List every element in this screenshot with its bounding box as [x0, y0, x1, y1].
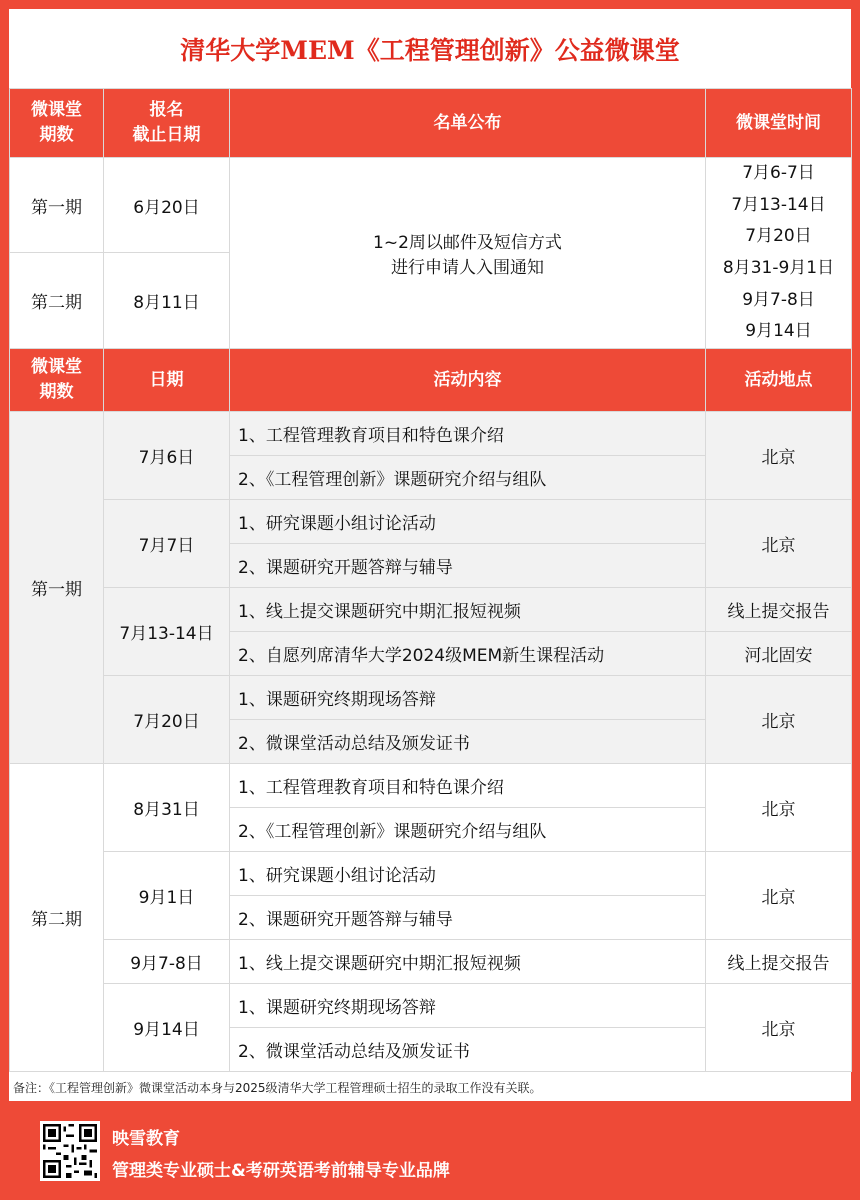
header-location: 活动地点 — [706, 349, 852, 412]
header-announcement: 名单公布 — [230, 89, 706, 158]
deadline: 8月11日 — [104, 253, 230, 349]
activity-date: 7月20日 — [104, 676, 230, 764]
footer — [0, 1101, 860, 1200]
page-title: 清华大学MEM《工程管理创新》公益微课堂 — [180, 35, 680, 65]
activity-date: 9月14日 — [104, 984, 230, 1072]
activity-date: 9月1日 — [104, 852, 230, 940]
announcement-text: 1~2周以邮件及短信方式 进行申请人入围通知 — [230, 158, 706, 349]
activity-location: 北京 — [706, 764, 852, 852]
period-label: 第二期 — [10, 253, 104, 349]
schedule-row — [10, 158, 852, 253]
activity-item: 1、课题研究终期现场答辩 — [230, 676, 706, 720]
brand-slogan: 管理类专业硕士&考研英语考前辅导专业品牌 — [112, 1161, 450, 1181]
activity-date: 7月6日 — [104, 412, 230, 500]
activity-item: 2、《工程管理创新》课题研究介绍与组队 — [230, 456, 706, 500]
activity-item: 2、微课堂活动总结及颁发证书 — [230, 720, 706, 764]
activity-location: 河北固安 — [706, 632, 852, 676]
activity-location: 线上提交报告 — [706, 588, 852, 632]
header-content: 活动内容 — [230, 349, 706, 412]
header-period: 微课堂 期数 — [10, 89, 104, 158]
activity-row — [10, 940, 852, 984]
activity-item: 1、线上提交课题研究中期汇报短视频 — [230, 588, 706, 632]
period-label: 第一期 — [10, 158, 104, 253]
schedule-header-row — [10, 89, 852, 158]
activity-location: 北京 — [706, 984, 852, 1072]
activity-row — [10, 852, 852, 896]
brand-name: 映雪教育 — [112, 1129, 180, 1149]
activity-date: 9月7-8日 — [104, 940, 230, 984]
remark-note: 备注：《工程管理创新》微课堂活动本身与2025级清华大学工程管理硕士招生的录取工作没有关联。 — [13, 1080, 542, 1095]
activity-row — [10, 588, 852, 632]
period-label: 第一期 — [10, 412, 104, 764]
deadline: 6月20日 — [104, 158, 230, 253]
header-deadline: 报名 截止日期 — [104, 89, 230, 158]
activity-location: 北京 — [706, 676, 852, 764]
activity-item: 1、工程管理教育项目和特色课介绍 — [230, 412, 706, 456]
activity-item: 2、课题研究开题答辩与辅导 — [230, 544, 706, 588]
activity-row — [10, 764, 852, 808]
activity-item: 2、《工程管理创新》课题研究介绍与组队 — [230, 808, 706, 852]
activity-row — [10, 984, 852, 1028]
activity-location: 北京 — [706, 412, 852, 500]
qr-code-icon — [40, 1121, 100, 1181]
schedule-table — [9, 88, 852, 1072]
activity-item: 1、课题研究终期现场答辩 — [230, 984, 706, 1028]
schedule-card — [9, 9, 851, 1101]
activity-item: 2、课题研究开题答辩与辅导 — [230, 896, 706, 940]
activity-item: 1、线上提交课题研究中期汇报短视频 — [230, 940, 706, 984]
activity-item: 2、自愿列席清华大学2024级MEM新生课程活动 — [230, 632, 706, 676]
header-date: 日期 — [104, 349, 230, 412]
header-time: 微课堂时间 — [706, 89, 852, 158]
activity-location: 北京 — [706, 500, 852, 588]
activity-item: 1、工程管理教育项目和特色课介绍 — [230, 764, 706, 808]
header-period: 微课堂 期数 — [10, 349, 104, 412]
activity-row — [10, 412, 852, 456]
activity-row — [10, 676, 852, 720]
activity-row — [10, 500, 852, 544]
activity-location: 北京 — [706, 852, 852, 940]
activity-item: 2、微课堂活动总结及颁发证书 — [230, 1028, 706, 1072]
activity-item: 1、研究课题小组讨论活动 — [230, 852, 706, 896]
activity-date: 8月31日 — [104, 764, 230, 852]
microclass-times: 7月6-7日 7月13-14日 7月20日 8月31-9月1日 9月7-8日 9月14日 — [706, 158, 852, 349]
activity-date: 7月13-14日 — [104, 588, 230, 676]
activity-item: 1、研究课题小组讨论活动 — [230, 500, 706, 544]
activities-header-row — [10, 349, 852, 412]
period-label: 第二期 — [10, 764, 104, 1072]
activity-date: 7月7日 — [104, 500, 230, 588]
activity-location: 线上提交报告 — [706, 940, 852, 984]
